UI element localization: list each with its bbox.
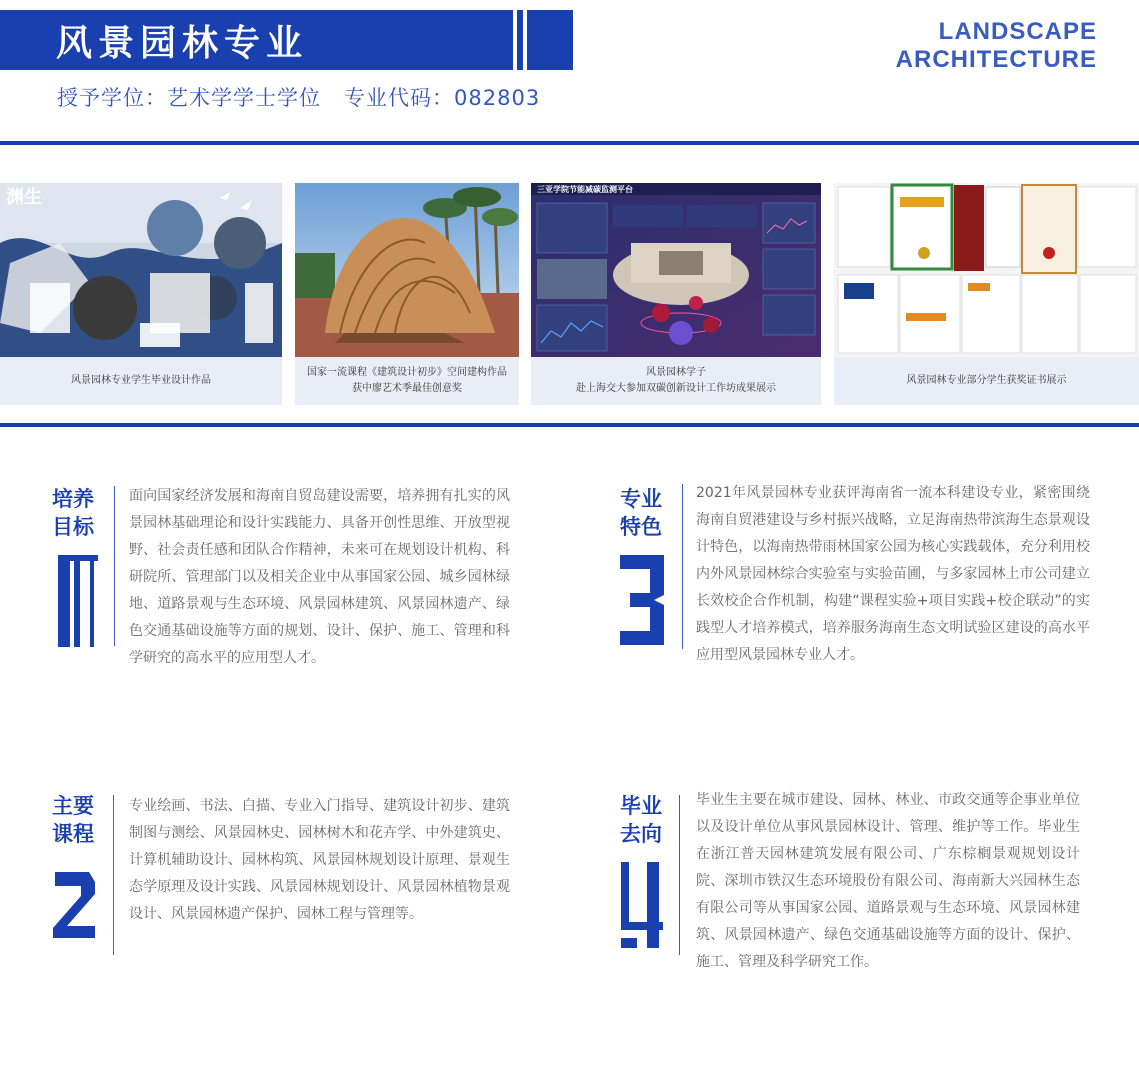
caption-line: 风景园林专业学生毕业设计作品: [71, 374, 211, 386]
goal-divider: [114, 486, 115, 646]
feature-heading: 专业 特色: [620, 487, 662, 539]
number-4: 4: [621, 862, 622, 863]
courses-heading: 主要 课程: [52, 794, 94, 846]
gallery-caption: [0, 357, 282, 405]
english-title-line2: ARCHITECTURE: [895, 45, 1097, 73]
title-stripe: [513, 10, 517, 70]
career-heading: 毕业 去向: [620, 794, 662, 846]
english-title-line1: LANDSCAPE: [938, 18, 1097, 45]
english-title: [896, 18, 1097, 73]
caption-line: 风景园林专业部分学生获奖证书展示: [906, 374, 1067, 386]
goal-text: 面向国家经济发展和海南自贸岛建设需要，培养拥有扎实的风景园林基础理论和设计实践能力、具备开创性思维、开放型视野、社会责任感和团队合作精神，未来可在规划设计机构、科研院所、管理部门以及相关企业中从事国家公园、城乡园林绿地、道路景观与生态环境、风景园林建筑、风景园林遗产、绿色交通基础设施等方面的规划、设计、保护、施工、管理和科学研究的高水平的应用型人才。: [129, 488, 510, 666]
gallery-divider: [0, 423, 1139, 427]
number-3: 3: [620, 555, 621, 556]
graduation-design-image: [0, 183, 282, 357]
title-bar: [0, 10, 573, 70]
degree-line: 授予学位：艺术学学士学位 专业代码：082803: [57, 86, 541, 110]
bamboo-construction-image: [295, 183, 519, 357]
graduation-image-text: 渊生: [6, 187, 42, 208]
number-2-figure: [53, 872, 97, 938]
goal-heading: 培养 目标: [52, 487, 94, 539]
gallery-item-graduation: [0, 183, 282, 405]
top-divider: [0, 141, 1139, 145]
number-1: 1: [52, 555, 53, 556]
number-2: 2: [53, 872, 54, 873]
career-text: 毕业生主要在城市建设、园林、林业、市政交通等企事业单位以及设计单位从事风景园林设计、管理、维护等工作。毕业生在浙江普天园林建筑发展有限公司、广东棕榈景观规划设计院、深圳市铁汉生态环境股份有限公司、海南新大兴园林生态有限公司等从事国家公园、道路景观与生态环境、风景园林建筑、风景园林遗产、绿色交通基础设施等方面的设计、保护、施工、管理及科学研究工作。: [696, 792, 1080, 970]
title-stripe: [523, 10, 527, 70]
gallery-caption: [295, 357, 519, 405]
gallery-item-construction: [295, 183, 519, 405]
number-4-figure: [621, 862, 663, 948]
gallery-caption: [834, 357, 1139, 405]
caption-line: 国家一流课程《建筑设计初步》空间建构作品: [307, 366, 507, 378]
certificates-image: [834, 183, 1139, 357]
gallery-caption: [531, 357, 821, 405]
caption-line: 风景园林学子: [646, 366, 706, 378]
feature-divider: [682, 484, 683, 649]
number-3-figure: [620, 555, 664, 645]
feature-text: 2021年风景园林专业获评海南省一流本科建设专业，紧密围绕海南自贸港建设与乡村振兴战略，立足海南热带滨海生态景观设计特色，以海南热带雨林国家公园为核心实践载体，充分利用校内外风景园林综合实验室与实验苗圃，与多家园林上市公司建立长效校企合作机制，构建“课程实验+项目实践+校企联动”的实践型人才培养模式，培养服务海南生态文明试验区建设的高水平应用型风景园林专业人才。: [696, 485, 1090, 663]
caption-line: 获中廖艺术季最佳创意奖: [352, 383, 462, 394]
courses-text: 专业绘画、书法、白描、专业入门指导、建筑设计初步、建筑制图与测绘、风景园林史、园林树木和花卉学、中外建筑史、计算机辅助设计、园林构筑、风景园林规划设计原理、景观生态学原理及设计实践、风景园林规划设计、风景园林植物景观设计、风景园林遗产保护、园林工程与管理等。: [129, 798, 510, 922]
career-divider: [679, 795, 680, 955]
caption-line: 赴上海交大参加双碳创新设计工作坊成果展示: [576, 383, 776, 394]
page-title: 风景园林专业: [56, 23, 309, 64]
carbon-platform-image: [531, 183, 821, 357]
number-1-figure: [52, 555, 98, 647]
gallery-item-workshop: [531, 183, 821, 405]
courses-divider: [113, 795, 114, 955]
gallery-item-certificates: [834, 183, 1139, 405]
platform-image-text: 三亚学院节能减碳监测平台: [537, 185, 633, 194]
